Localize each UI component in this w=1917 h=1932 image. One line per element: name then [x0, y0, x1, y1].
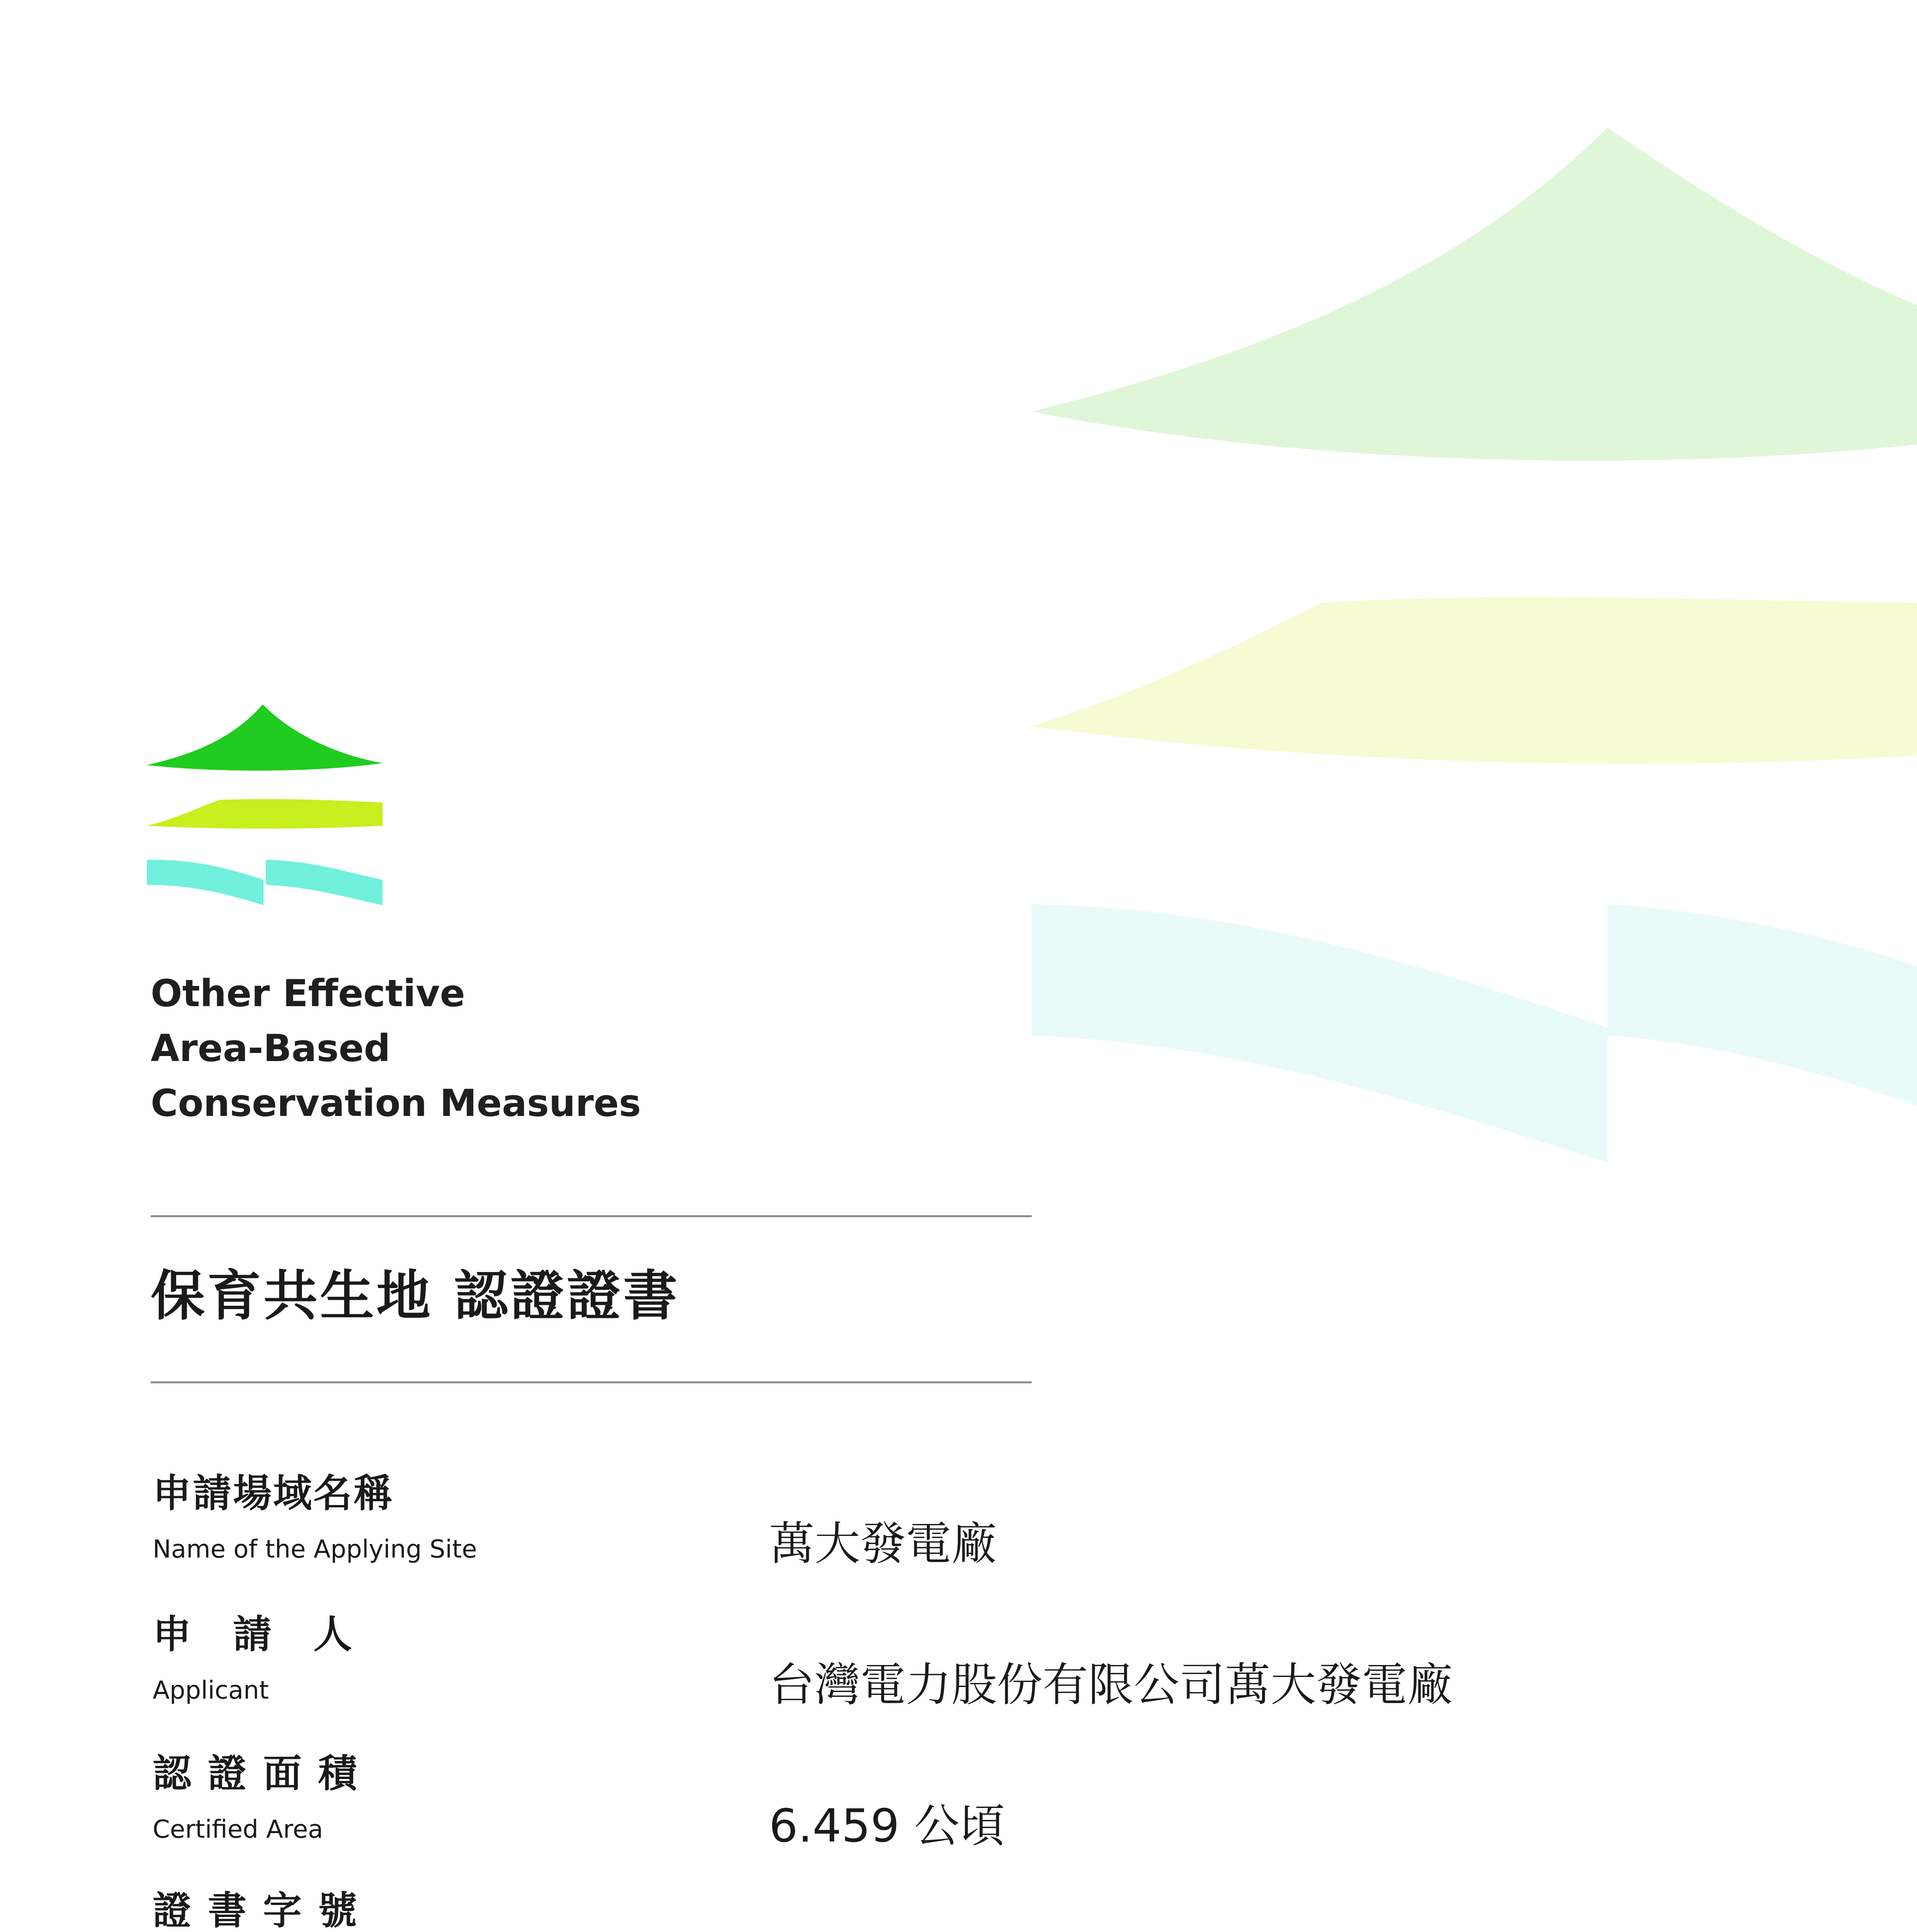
title-divider-top: [151, 1215, 1032, 1217]
applicant-label-en: Applicant: [153, 1676, 269, 1705]
bg-aqua-wave-right-shape: [1607, 904, 1917, 1105]
logo-wave-right-shape: [266, 860, 383, 905]
certificate-number-value: [769, 1928, 1005, 1932]
certificate-number-label-zh: 證 書 字 號: [153, 1888, 359, 1932]
program-title-line: Area-Based: [151, 1027, 391, 1070]
program-title-line: Other Effective: [151, 972, 465, 1015]
bg-aqua-wave-left-shape: [1032, 904, 1607, 1163]
logo-lime-band-shape: [147, 799, 383, 829]
certified-area-label-zh: 認 證 面 積: [153, 1751, 359, 1796]
program-english-title: [151, 966, 641, 1131]
applicant-label-zh: 申 請 人: [153, 1612, 354, 1657]
bg-green-roof-shape: [1032, 128, 1917, 461]
certified-area-label-en: Certified Area: [153, 1815, 323, 1844]
program-title-line: Conservation Measures: [151, 1082, 641, 1125]
site-name-value: 萬大發電廠: [769, 1517, 997, 1570]
bg-lime-band-shape: [1032, 597, 1917, 764]
oecm-logo: [147, 701, 386, 918]
site-name-label-zh: 申請場域名稱: [153, 1471, 394, 1516]
applicant-value: 台灣電力股份有限公司萬大發電廠: [769, 1658, 1453, 1711]
logo-roof-shape: [147, 704, 383, 770]
certified-area-value: 6.459 公頃: [769, 1799, 1005, 1852]
logo-wave-left-shape: [147, 860, 264, 905]
title-divider-bottom: [151, 1381, 1032, 1383]
site-name-label-en: Name of the Applying Site: [153, 1535, 477, 1564]
certificate-title: 保育共生地 認證證書: [151, 1265, 680, 1328]
